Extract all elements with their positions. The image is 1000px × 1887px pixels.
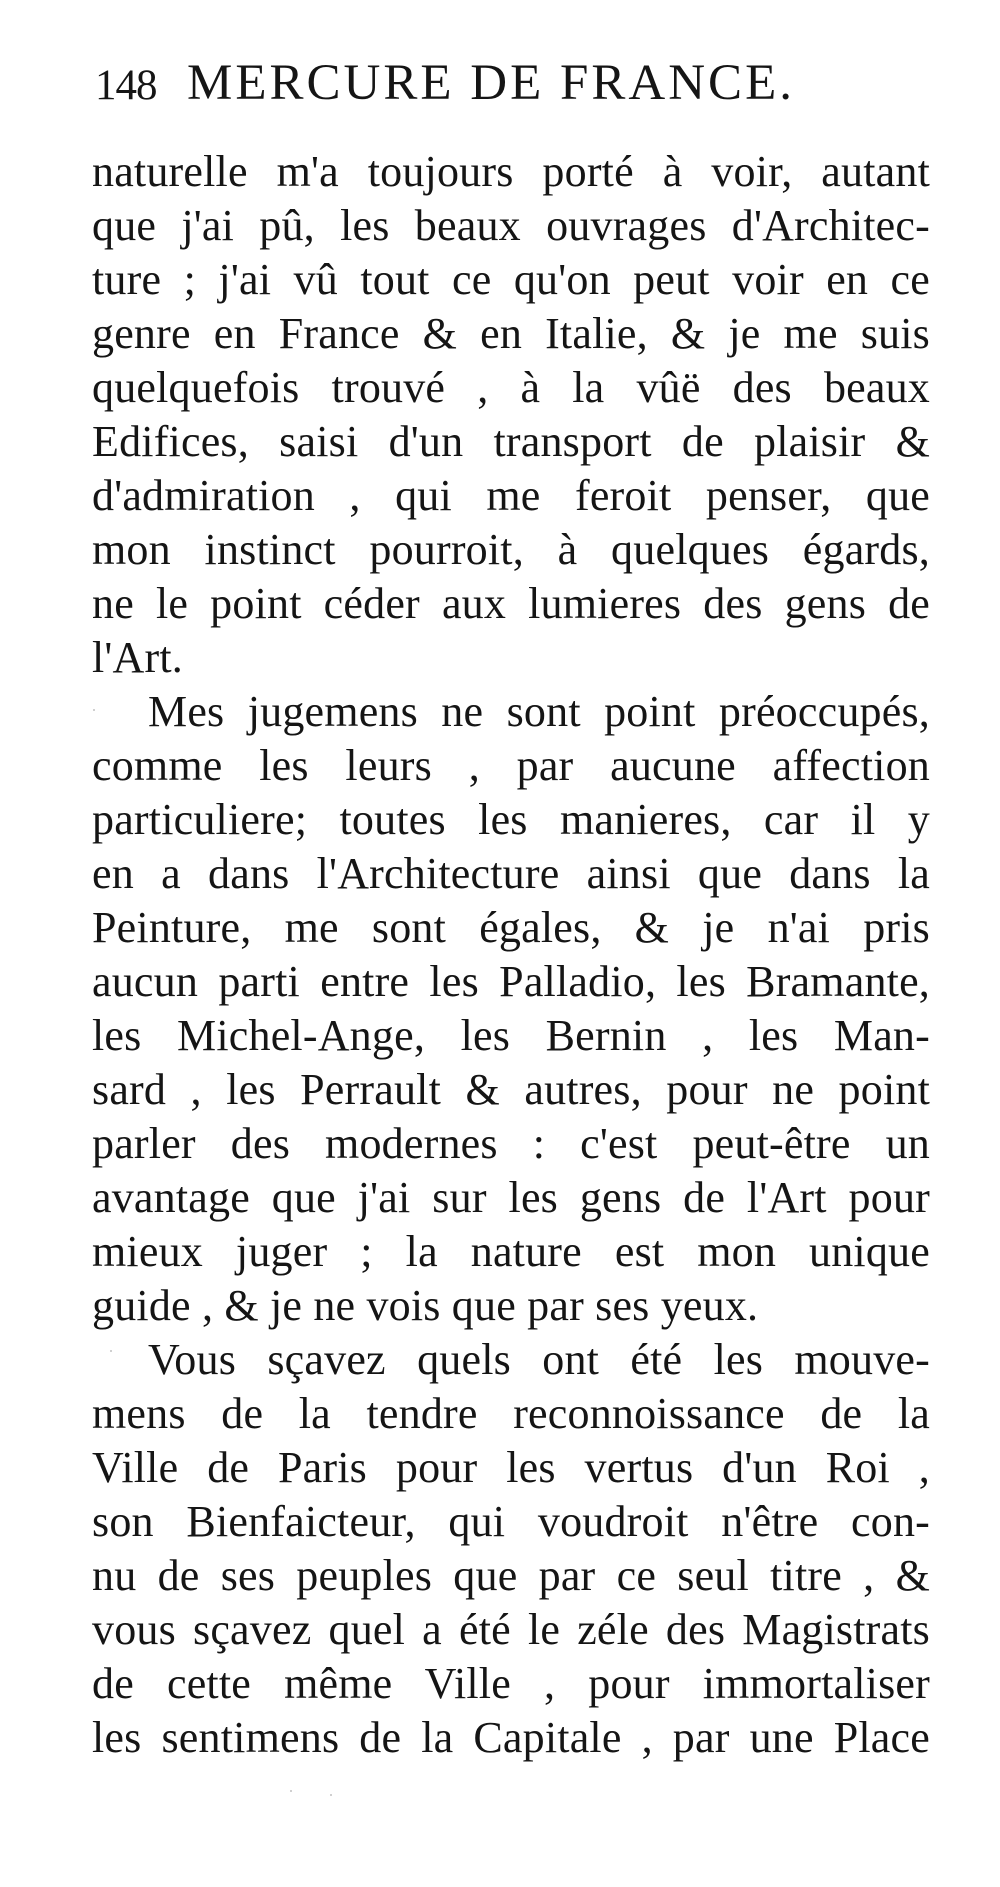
running-title: MERCURE DE FRANCE. [187,55,795,111]
text-line: nu de ses peuples que par ce seul titre , & [92,1551,930,1600]
text-line: naturelle m'a toujours porté à voir, autant [92,147,930,196]
text-line: les sentimens de la Capitale , par une Place [92,1713,930,1762]
text-line: les Michel-Ange, les Bernin , les Man- [92,1011,930,1060]
paper-speck [110,1350,112,1352]
text-line: mieux juger ; la nature est mon unique [92,1227,930,1276]
text-line: sard , les Perrault & autres, pour ne point [92,1065,930,1114]
text-line: ture ; j'ai vû tout ce qu'on peut voir en ce [92,255,930,304]
running-header [95,55,895,128]
page-text [92,145,930,1765]
paper-speck [93,709,95,711]
text-line: l'Art. [92,633,184,682]
paragraph [92,685,930,1333]
text-line: Peinture, me sont égales, & je n'ai pris [92,903,930,952]
text-line: particuliere; toutes les manieres, car il y [92,795,930,844]
text-line: parler des modernes : c'est peut-être un [92,1119,930,1168]
paragraph [92,145,930,685]
text-line: de cette même Ville , pour immortaliser [92,1659,930,1708]
paragraph [92,1333,930,1765]
paper-speck [290,1790,292,1792]
text-line: d'admiration , qui me feroit penser, que [92,471,930,520]
text-line: Ville de Paris pour les vertus d'un Roi , [92,1443,930,1492]
text-line: ne le point céder aux lumieres des gens de [92,579,930,628]
text-line: guide , & je ne vois que par ses yeux. [92,1281,759,1330]
text-line: que j'ai pû, les beaux ouvrages d'Architec- [92,201,930,250]
text-line: Edifices, saisi d'un transport de plaisir & [92,417,930,466]
text-line: Vous sçavez quels ont été les mouve- [148,1335,930,1384]
text-line: mens de la tendre reconnoissance de la [92,1389,930,1438]
text-line: mon instinct pourroit, à quelques égards, [92,525,930,574]
paper-speck [330,1794,332,1796]
text-line: genre en France & en Italie, & je me suis [92,309,930,358]
text-line: son Bienfaicteur, qui voudroit n'être con- [92,1497,930,1546]
text-line: comme les leurs , par aucune affection [92,741,930,790]
text-line: quelquefois trouvé , à la vûë des beaux [92,363,930,412]
text-line: Mes jugemens ne sont point préoccupés, [148,687,930,736]
text-line: aucun parti entre les Palladio, les Bramante, [92,957,930,1006]
text-line: vous sçavez quel a été le zéle des Magistrats [92,1605,930,1654]
text-line: avantage que j'ai sur les gens de l'Art pour [92,1173,930,1222]
page-number: 148 [95,62,157,109]
text-line: en a dans l'Architecture ainsi que dans la [92,849,930,898]
